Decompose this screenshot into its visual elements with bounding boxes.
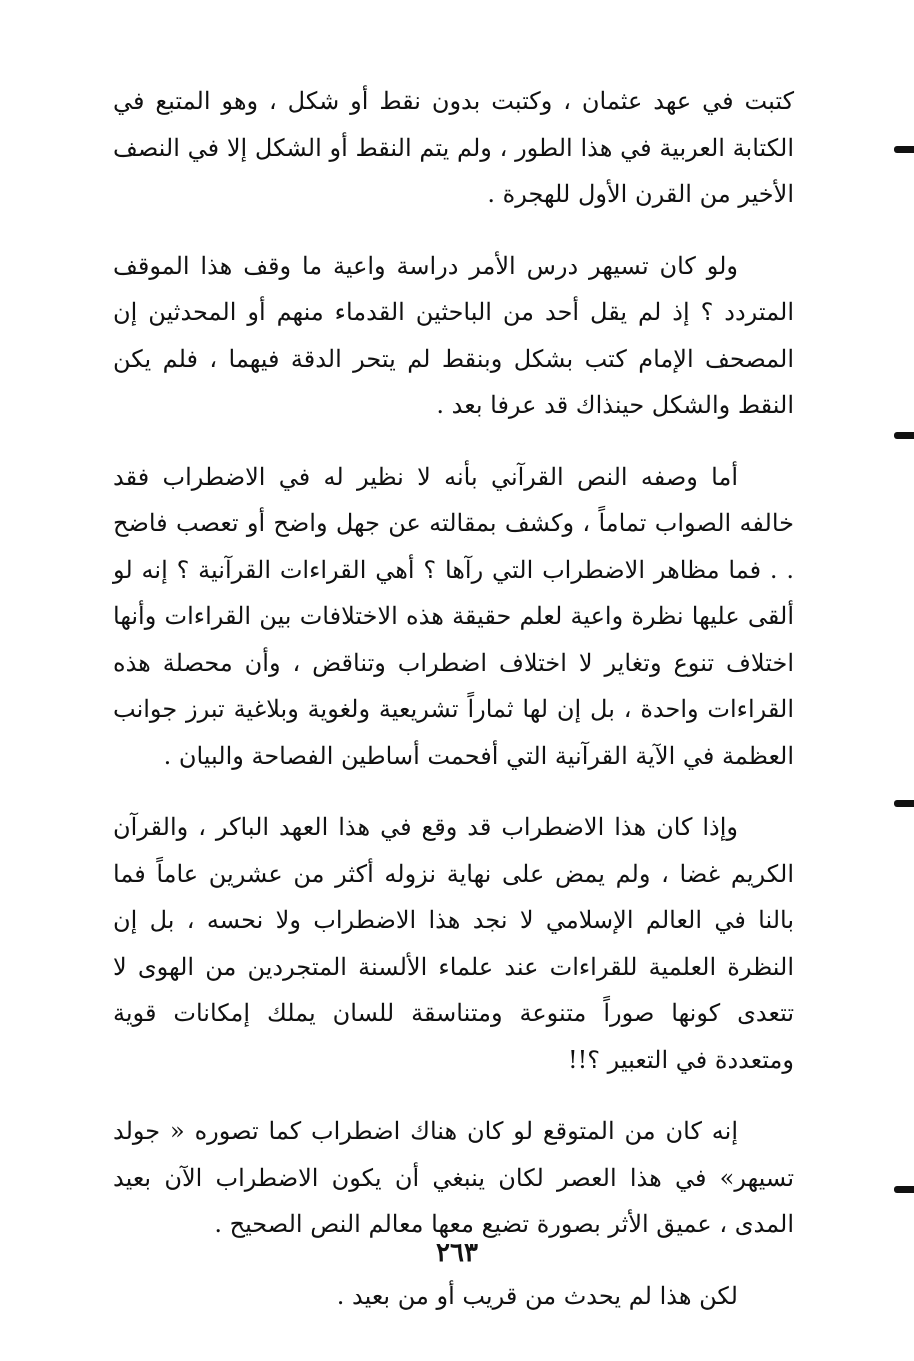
paragraph-6: لكن هذا لم يحدث من قريب أو من بعيد .	[336, 1281, 738, 1310]
paragraph-3: أما وصفه النص القرآني بأنه لا نظير له في الاضطراب فقد خالفه الصواب تماماً ، وكشف بمقالته عن جهل واضح أو تعصب فاضح . . فما مظاهر الاضطراب التي رآها ؟ أهي القراءات القرآنية ؟ إنه لو ألقى عليها نظرة واعية لعلم حقيقة هذه الاختلافات بين القراءات وأنها اختلاف تنوع وتغاير لا اختلاف اضطراب وتناقض ، وأن محصلة هذه القراءات واحدة ، بل إن لها ثماراً تشريعية ولغوية وبلاغية تبرز جوانب العظمة في الآية القرآنية التي أفحمت أساطين الفصاحة والبيان .	[113, 462, 794, 770]
page-edge-mark	[894, 800, 914, 807]
page-edge-mark	[894, 432, 914, 439]
paragraph-2: ولو كان تسيهر درس الأمر دراسة واعية ما وقف هذا الموقف المتردد ؟ إذ لم يقل أحد من الباحثين القدماء منهم أو المحدثين إن المصحف الإمام كتب بشكل وبنقط لم يتحر الدقة فيهما ، فلم يكن النقط والشكل حينذاك قد عرفا بعد .	[113, 251, 795, 419]
paragraph-5: إنه كان من المتوقع لو كان هناك اضطراب كما تصوره « جولد تسيهر» في هذا العصر لكان ينبغي أن يكون الاضطراب الآن بعيد المدى ، عميق الأثر بصورة تضيع معها معالم النص الصحيح .	[113, 1117, 794, 1238]
page-number: ٢٦٣	[436, 1238, 478, 1268]
paragraph-4: وإذا كان هذا الاضطراب قد وقع في هذا العهد الباكر ، والقرآن الكريم غضا ، ولم يمض على نهاية نزوله أكثر من عشرين عاماً فما بالنا في العالم الإسلامي لا نجد هذا الاضطراب ولا نحسه ، بل إن النظرة العلمية للقراءات عند علماء الألسنة المتجردين من الهوى لا تتعدى كونها صوراً متنوعة ومتناسقة للسان يملك إمكانات قوية ومتعددة في التعبير ؟!!	[113, 813, 794, 1074]
page-body	[113, 78, 794, 1319]
page-edge-mark	[894, 1186, 914, 1193]
page-edge-mark	[894, 146, 914, 153]
paragraph-1: كتبت في عهد عثمان ، وكتبت بدون نقط أو شكل ، وهو المتبع في الكتابة العربية في هذا الطور ، ولم يتم النقط أو الشكل إلا في النصف الأخير من القرن الأول للهجرة .	[113, 87, 794, 208]
